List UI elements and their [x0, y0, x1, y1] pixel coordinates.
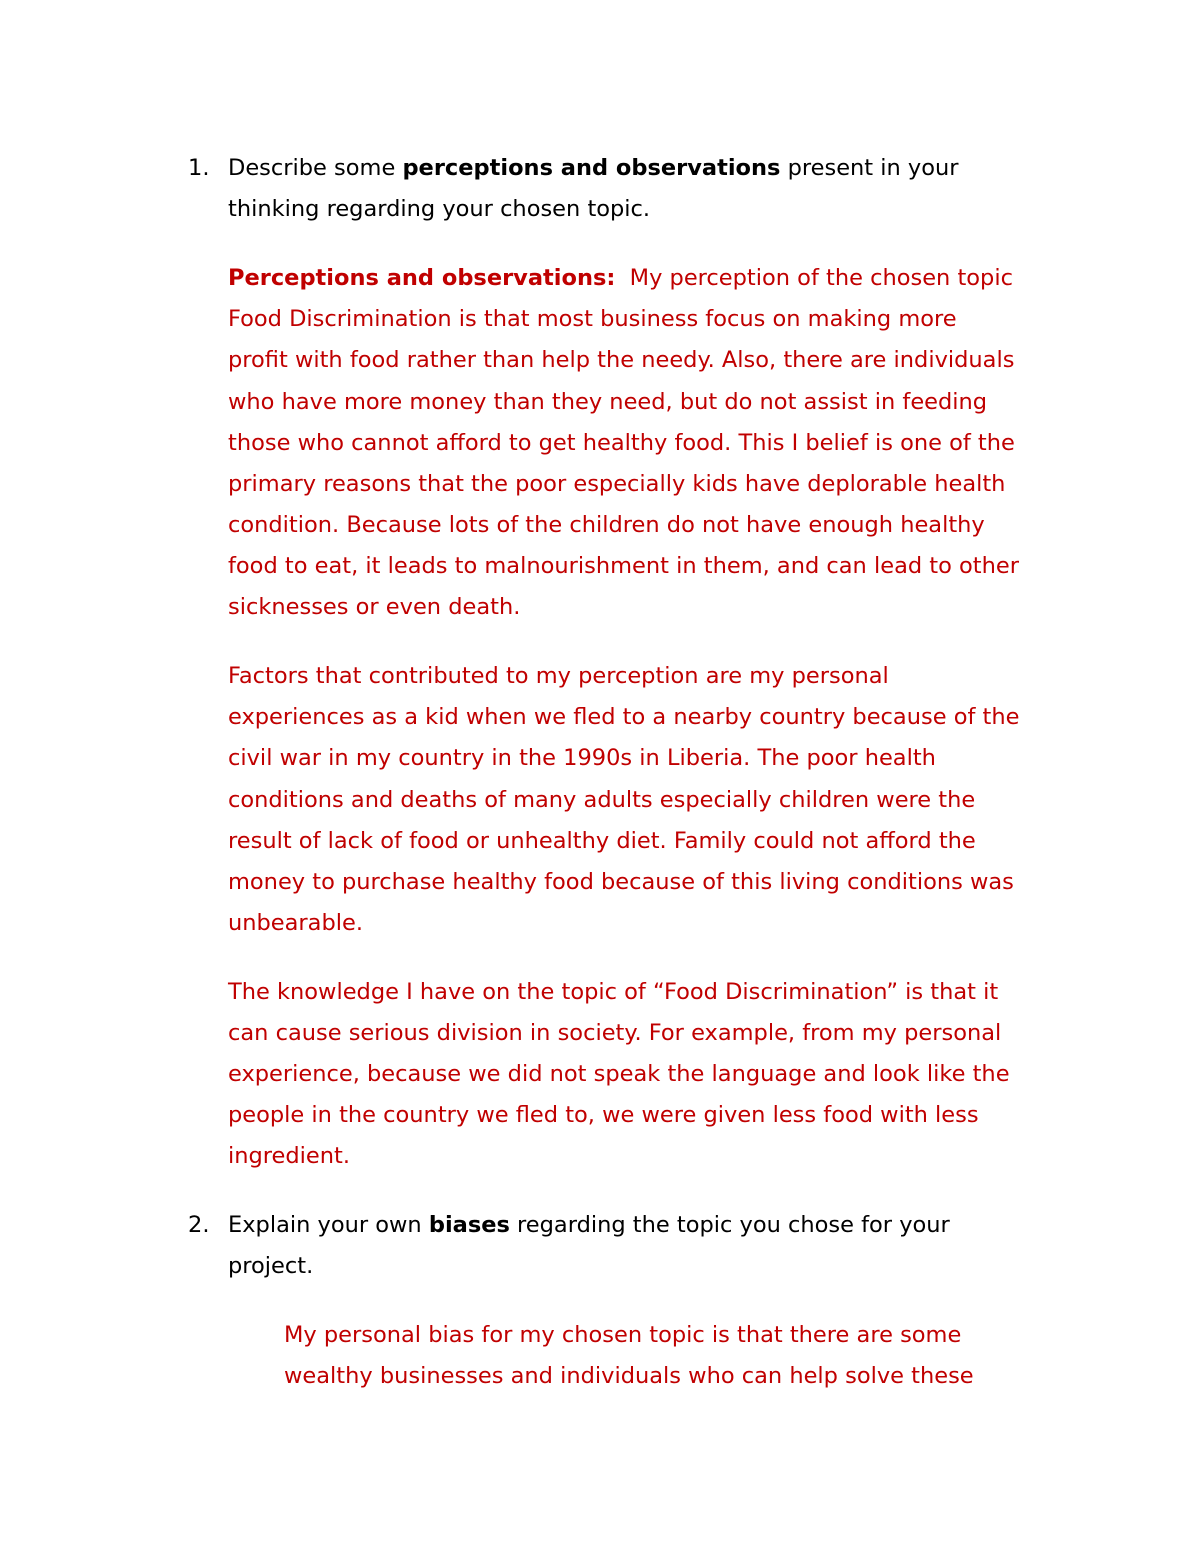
answer-1-paragraph-2-line: experiences as a kid when we fled to a nearby country because of the [228, 704, 1020, 730]
question-2-text-pre: Explain your own [228, 1212, 429, 1238]
answer-1-line: those who cannot afford to get healthy food. This I belief is one of the [228, 430, 1015, 456]
answer-1-line-1 [228, 263, 1013, 293]
answer-1-paragraph-2-line: Factors that contributed to my perception are my personal [228, 663, 889, 689]
answer-1-label: Perceptions and observations: [228, 265, 616, 291]
answer-1-paragraph-3-line: experience, because we did not speak the language and look like the [228, 1061, 1010, 1087]
answer-1-line: sicknesses or even death. [228, 594, 521, 620]
answer-1-paragraph-2-line: conditions and deaths of many adults especially children were the [228, 787, 976, 813]
answer-1-line: Food Discrimination is that most business focus on making more [228, 306, 957, 332]
answer-1-paragraph-3-line: The knowledge I have on the topic of “Food Discrimination” is that it [228, 979, 999, 1005]
question-1-text-post: present in your [780, 155, 959, 181]
question-1-bold-term: perceptions and observations [402, 155, 781, 181]
question-2-bold-term: biases [428, 1212, 510, 1238]
list-number-2: 2. [188, 1212, 210, 1238]
answer-1-paragraph-3-line: ingredient. [228, 1143, 351, 1169]
answer-1-paragraph-2-line: unbearable. [228, 910, 363, 936]
question-1-line-2: thinking regarding your chosen topic. [228, 196, 651, 222]
answer-1-line: profit with food rather than help the needy. Also, there are individuals [228, 347, 1015, 373]
answer-2-line: wealthy businesses and individuals who can help solve these [284, 1363, 974, 1389]
question-2-line-1 [228, 1210, 950, 1240]
answer-1-line: condition. Because lots of the children do not have enough healthy [228, 512, 985, 538]
question-1-text-pre: Describe some [228, 155, 403, 181]
question-2-text-post: regarding the topic you chose for your [509, 1212, 950, 1238]
answer-1-paragraph-2-line: civil war in my country in the 1990s in Liberia. The poor health [228, 745, 936, 771]
answer-1-paragraph-2-line: result of lack of food or unhealthy diet. Family could not afford the [228, 828, 976, 854]
answer-1-line: food to eat, it leads to malnourishment in them, and can lead to other [228, 553, 1019, 579]
answer-1-line: primary reasons that the poor especially kids have deplorable health [228, 471, 1006, 497]
answer-2-line: My personal bias for my chosen topic is that there are some [284, 1322, 962, 1348]
question-2-line-2: project. [228, 1253, 314, 1279]
list-number-1: 1. [188, 155, 210, 181]
answer-1-paragraph-3-line: can cause serious division in society. For example, from my personal [228, 1020, 1002, 1046]
question-1-line-1 [228, 153, 959, 183]
answer-1-text: My perception of the chosen topic [615, 265, 1013, 291]
answer-1-line: who have more money than they need, but do not assist in feeding [228, 389, 988, 415]
answer-1-paragraph-3-line: people in the country we fled to, we were given less food with less [228, 1102, 979, 1128]
answer-1-paragraph-2-line: money to purchase healthy food because of this living conditions was [228, 869, 1014, 895]
